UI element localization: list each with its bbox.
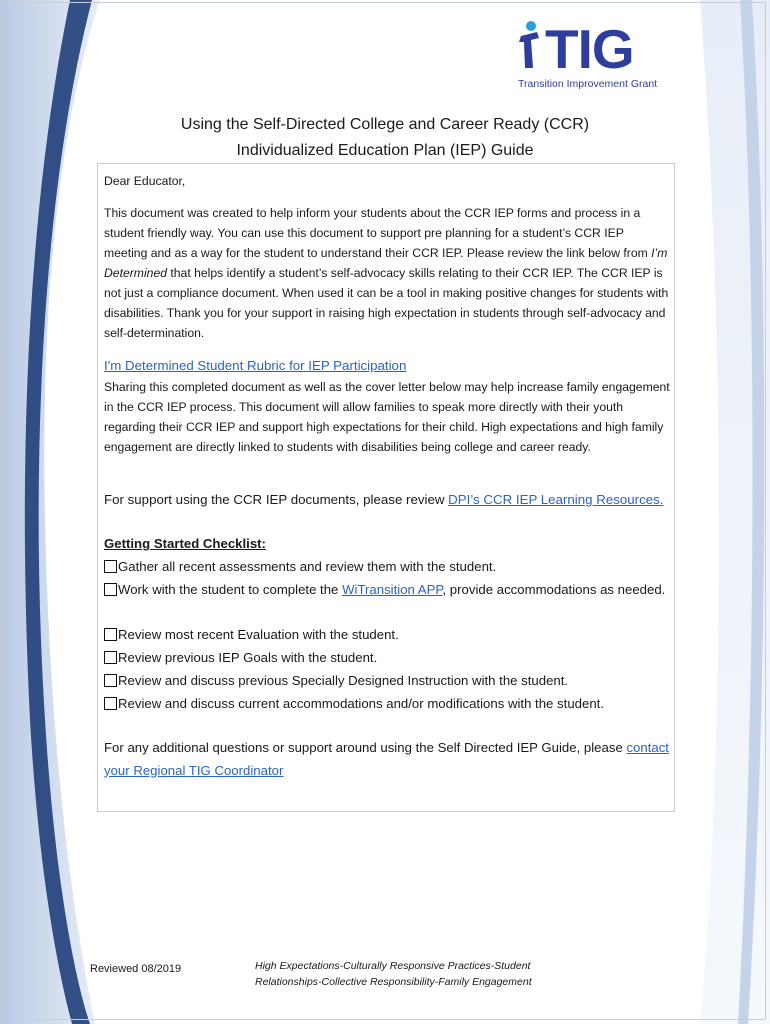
checklist-item <box>104 624 670 647</box>
closing-text: For any additional questions or support around using the Self Directed IEP Guide, please <box>104 740 627 755</box>
checklist-heading-row <box>104 533 670 556</box>
document-title-line-1: Using the Self-Directed College and Career Ready (CCR) <box>180 116 590 133</box>
checklist-heading: Getting Started Checklist: <box>104 536 266 551</box>
witransition-app-link[interactable]: WiTransition APP <box>342 582 443 597</box>
checklist-item <box>104 693 670 716</box>
logo-text: TIG <box>545 18 634 80</box>
support-text: For support using the CCR IEP documents, please review <box>104 492 449 507</box>
checklist-item-label: Review most recent Evaluation with the student. <box>118 627 399 642</box>
footer-values-line-1: High Expectations-Culturally Responsive Practices-Student <box>255 960 531 972</box>
checkbox[interactable] <box>104 674 117 687</box>
footer-values <box>255 958 585 990</box>
checklist-item-label: Work with the student to complete the <box>118 582 343 597</box>
checklist-item <box>104 647 670 670</box>
dpi-resources-link[interactable]: DPI’s CCR IEP Learning Resources. <box>448 492 664 507</box>
tig-coordinator-link[interactable]: contact your Regional TIG Coordinator <box>104 740 669 778</box>
checklist-item <box>104 579 670 602</box>
checkbox[interactable] <box>104 560 117 573</box>
sharing-paragraph: Sharing this completed document as well as the cover letter below may help increase family engagement in the CCR IEP process. This document will allow families to speak more directly with their youth regarding their CCR IEP and support high expectations for their child. High expectations and high family engagement are directly linked to students with disabilities being college and career ready. <box>104 380 670 454</box>
rubric-link[interactable]: I'm Determined Student Rubric for IEP Participation <box>104 358 407 373</box>
closing-paragraph <box>104 737 670 782</box>
checklist-item <box>104 670 670 693</box>
rubric-link-row <box>104 355 670 378</box>
document-title-line-2: Individualized Education Plan (IEP) Guide <box>236 142 534 159</box>
checkbox[interactable] <box>104 628 117 641</box>
letter-intro <box>104 203 670 343</box>
intro-text-2: that helps identify a student’s self-advocacy skills relating to their CCR IEP. The CCR IEP is not just a compliance document. When used it can be a tool in making positive changes for students with disabilities. Thank you for your support in raising high expectation in students through self-advocacy and self-determination. <box>104 266 669 340</box>
checklist-item-label: Review and discuss previous Specially Designed Instruction with the student. <box>118 673 569 688</box>
logo-subtitle: Transition Improvement Grant <box>518 78 658 90</box>
letter-greeting: Dear Educator, <box>104 174 186 188</box>
support-paragraph <box>104 489 670 512</box>
intro-italic-text: I’m Determined <box>104 246 668 280</box>
intro-text-1: This document was created to help inform your students about the CCR IEP forms and process in a student friendly way. You can use this document to support pre planning for a student’s CCR IEP meeting and as a way for the student to understand their CCR IEP. Please review the link below from <box>104 206 652 260</box>
checkbox[interactable] <box>104 651 117 664</box>
checklist-item-label: Review previous IEP Goals with the student. <box>118 650 378 665</box>
checkbox[interactable] <box>104 697 117 710</box>
checklist-item-label: Gather all recent assessments and review them with the student. <box>118 559 497 574</box>
checklist-item-label: Review and discuss current accommodations and/or modifications with the student. <box>118 696 604 711</box>
footer-values-line-2: Relationships-Collective Responsibility-Family Engagement <box>255 976 532 988</box>
checkbox[interactable] <box>104 583 117 596</box>
reviewed-date: Reviewed 08/2019 <box>90 963 182 975</box>
checklist-item-label-end: , provide accommodations as needed. <box>442 582 666 597</box>
checklist-item <box>104 556 670 579</box>
